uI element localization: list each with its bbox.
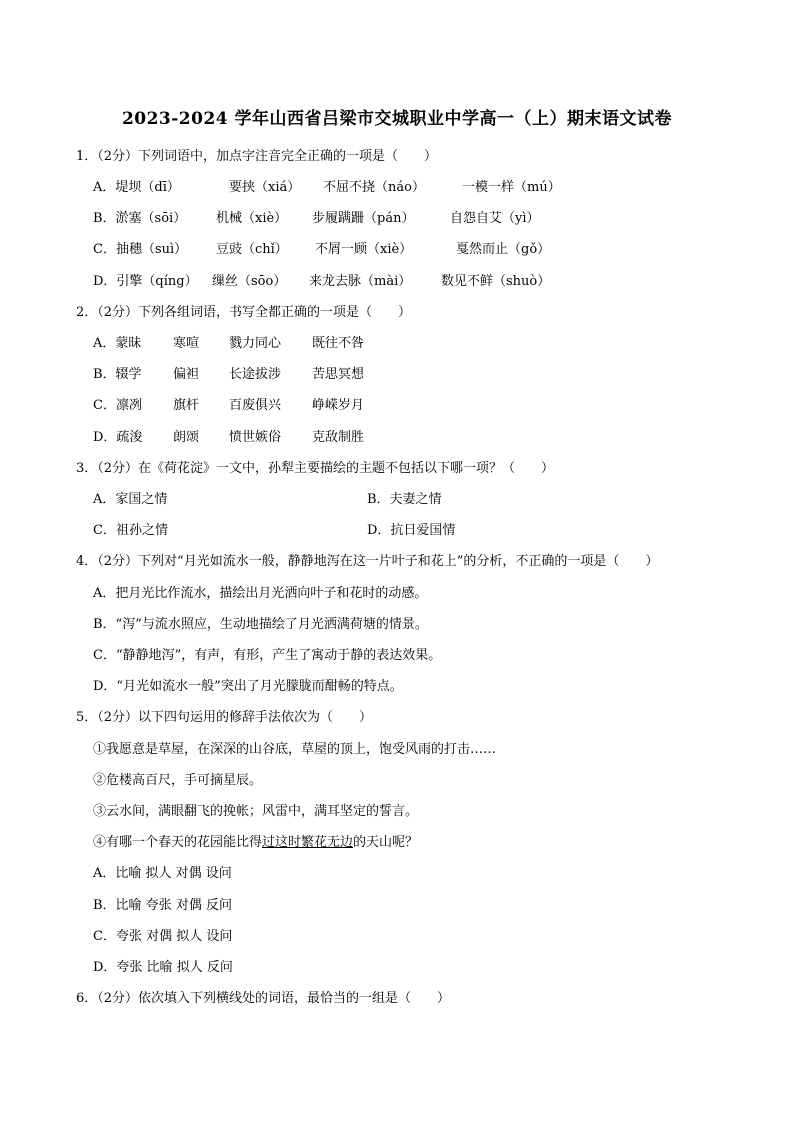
q4-option-d: D．“月光如流水一般”突出了月光朦胧而酣畅的特点。 [93, 679, 403, 694]
q2-option-a-2: 寒喧 [173, 336, 200, 351]
question-3-stem: 3．（2分）在《荷花淀》一文中，孙犁主要描绘的主题不包括以下哪一项？（ ） [76, 461, 555, 476]
q2-option-a-3: 戮力同心 [229, 336, 282, 351]
q1-option-b-1: B．淤塞（sōi） [93, 211, 187, 226]
question-1-stem: 1．（2分）下列词语中，加点字注音完全正确的一项是（ ） [76, 149, 438, 164]
question-5-stem: 5．（2分）以下四句运用的修辞手法依次为（ ） [76, 710, 373, 725]
q2-option-b-3: 长途拔涉 [229, 367, 282, 382]
q4-option-b: B．“泻”与流水照应，生动地描绘了月光洒满荷塘的情景。 [93, 617, 428, 632]
q2-option-c-1: C．凛冽 [93, 398, 142, 413]
q1-option-a-1: A．堤坝（dī） [93, 180, 180, 195]
q2-option-c-4: 峥嵘岁月 [312, 398, 365, 413]
q2-option-d-1: D．疏浚 [93, 430, 143, 445]
q1-option-a-3: 不屈不挠（náo） [323, 180, 425, 195]
exam-title: 2023-2024 学年山西省吕梁市交城职业中学高一（上）期末语文试卷 [121, 109, 673, 129]
q3-option-c: C．祖孙之情 [93, 523, 168, 538]
q1-option-c-2: 豆豉（chǐ） [216, 242, 288, 257]
q1-option-c-1: C．抽穗（suì） [93, 242, 188, 257]
q1-option-c-4: 戛然而止（gǒ） [456, 242, 551, 257]
q5-option-a: A．比喻 拟人 对偶 设问 [93, 866, 232, 881]
q4-option-c: C．“静静地泻”，有声，有形，产生了寓动于静的表达效果。 [93, 648, 442, 663]
q1-option-b-2: 机械（xiè） [216, 211, 288, 226]
question-6-stem: 6．（2分）依次填入下列横线处的词语，最恰当的一组是（ ） [76, 991, 451, 1006]
q1-option-d-1: D．引擎（qíng） [93, 274, 198, 289]
q2-option-d-3: 愤世嫉俗 [229, 430, 282, 445]
q1-option-c-3: 不屑一顾（xiè） [315, 242, 413, 257]
q1-option-a-2: 要挟（xiá） [229, 180, 301, 195]
q2-option-d-2: 朗颂 [173, 430, 200, 445]
q2-option-c-2: 旗杆 [173, 398, 200, 413]
q3-option-d: D．抗日爱国情 [367, 523, 456, 538]
q5-option-d: D．夸张 比喻 拟人 反问 [93, 960, 233, 975]
q2-option-b-1: B．辍学 [93, 367, 142, 382]
q2-option-c-3: 百废俱兴 [229, 398, 282, 413]
q1-option-b-3: 步履蹒跚（pán） [312, 211, 415, 226]
q5-sentence-2: ②危楼高百尺，手可摘星辰。 [93, 773, 263, 788]
q2-option-b-4: 苦思冥想 [312, 367, 365, 382]
q5-sentence-3: ③云水间，满眼翻飞的挽帐；风雷中，满耳坚定的誓言。 [93, 804, 419, 819]
q2-option-a-4: 既往不咎 [312, 336, 365, 351]
q2-option-d-4: 克敌制胜 [312, 430, 365, 445]
question-2-stem: 2．（2分）下列各组词语，书写全都正确的一项是（ ） [76, 305, 412, 320]
q5-option-c: C．夸张 对偶 拟人 设问 [93, 929, 233, 944]
q5-sentence-4 [93, 831, 418, 850]
q3-option-a: A．家国之情 [93, 492, 168, 507]
question-4-stem: 4．（2分）下列对“月光如流水一般，静静地泻在这一片叶子和花上”的分析，不正确的一项是（ ） [76, 554, 659, 569]
q2-option-b-2: 偏袒 [173, 367, 200, 382]
q2-option-a-1: A．蒙昧 [93, 336, 142, 351]
q5-sentence-1: ①我愿意是草屋，在深深的山谷底，草屋的顶上，饱受风雨的打击…… [93, 742, 497, 757]
q1-option-a-4: 一模一样（mú） [462, 180, 561, 195]
q5-sentence-4-end: 的天山呢？ [353, 835, 419, 850]
q5-sentence-4-start: ④有哪一个春天的花园能比得 [93, 835, 263, 850]
q1-option-d-3: 来龙去脉（mài） [309, 274, 412, 289]
q5-sentence-4-underlined: 过这时繁花无边 [262, 835, 354, 850]
q1-option-d-4: 数见不鲜（shuò） [441, 274, 551, 289]
q4-option-a: A．把月光比作流水，描绘出月光洒向叶子和花时的动感。 [93, 586, 428, 601]
q3-option-b: B．夫妻之情 [367, 492, 442, 507]
q1-option-b-4: 自怨自艾（yì） [450, 211, 540, 226]
q1-option-d-2: 缫丝（sōo） [212, 274, 287, 289]
q5-option-b: B．比喻 夸张 对偶 反问 [93, 898, 232, 913]
